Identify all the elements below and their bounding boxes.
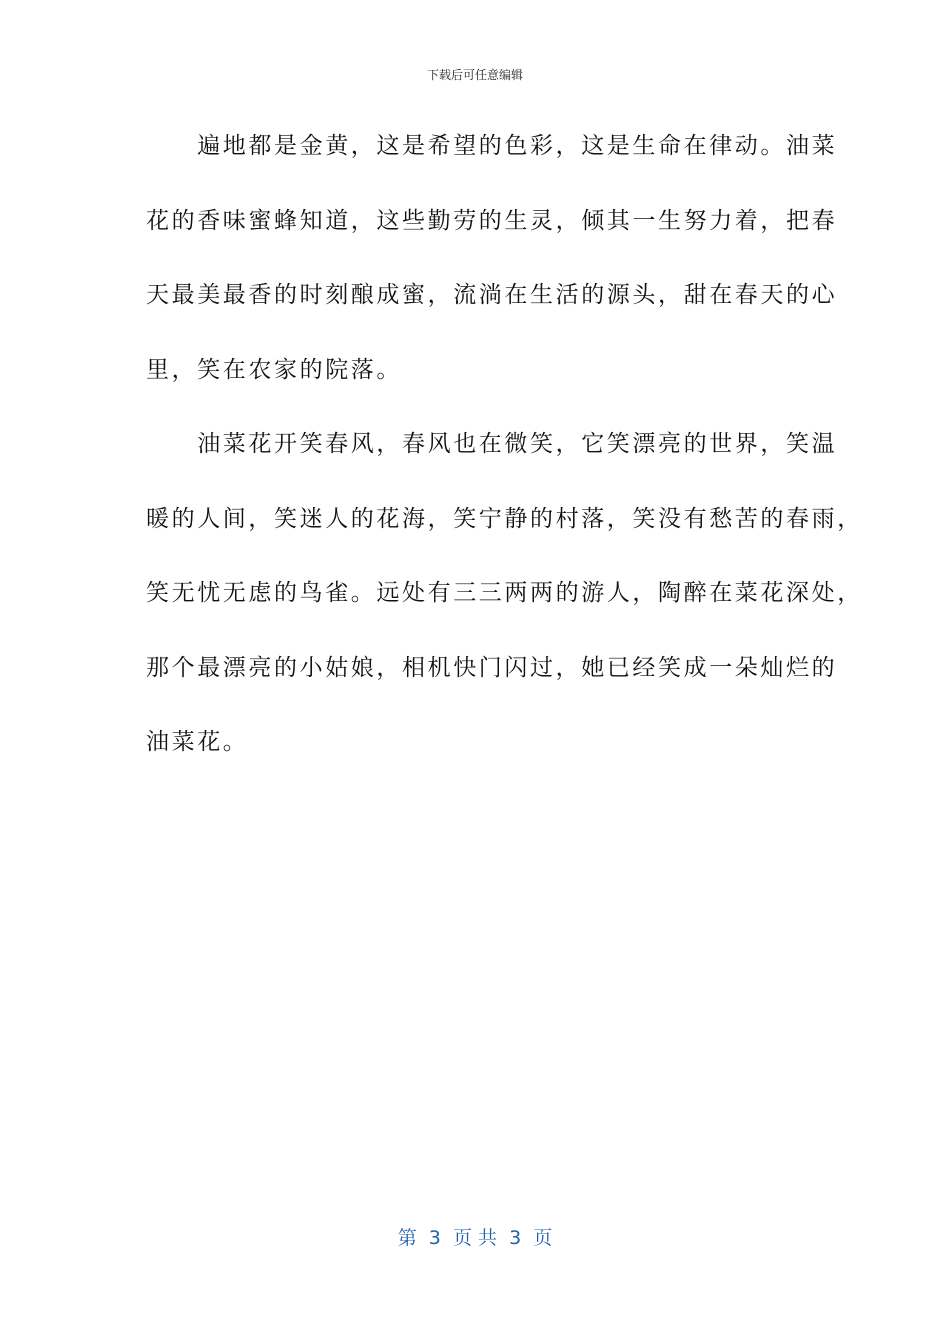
page-number-footer: 第 3 页 共 3 页 [397, 1227, 553, 1249]
text-line: 笑无忧无虑的鸟雀。远处有三三两两的游人，陶醉在菜花深处， [146, 580, 863, 606]
paragraph [146, 424, 863, 797]
text-line: 那个最漂亮的小姑娘，相机快门闪过，她已经笑成一朵灿烂的 [146, 654, 838, 681]
text-line: 油菜花。 [146, 729, 249, 755]
page-header: 下载后可任意编辑 [426, 68, 523, 82]
text-line: 天最美最香的时刻酿成蜜，流淌在生活的源头，甜在春天的心 [146, 282, 838, 308]
paragraph [146, 126, 838, 424]
text-line: 油菜花开笑春风，春风也在微笑，它笑漂亮的世界，笑温 [146, 431, 838, 457]
document-body [146, 126, 863, 797]
text-line: 遍地都是金黄，这是希望的色彩，这是生命在律动。油菜 [146, 133, 838, 159]
text-line: 里，笑在农家的院落。 [146, 356, 402, 383]
text-line: 花的香味蜜蜂知道，这些勤劳的生灵，倾其一生努力着，把春 [146, 207, 838, 234]
text-line: 暖的人间，笑迷人的花海，笑宁静的村落，笑没有愁苦的春雨， [146, 505, 863, 532]
